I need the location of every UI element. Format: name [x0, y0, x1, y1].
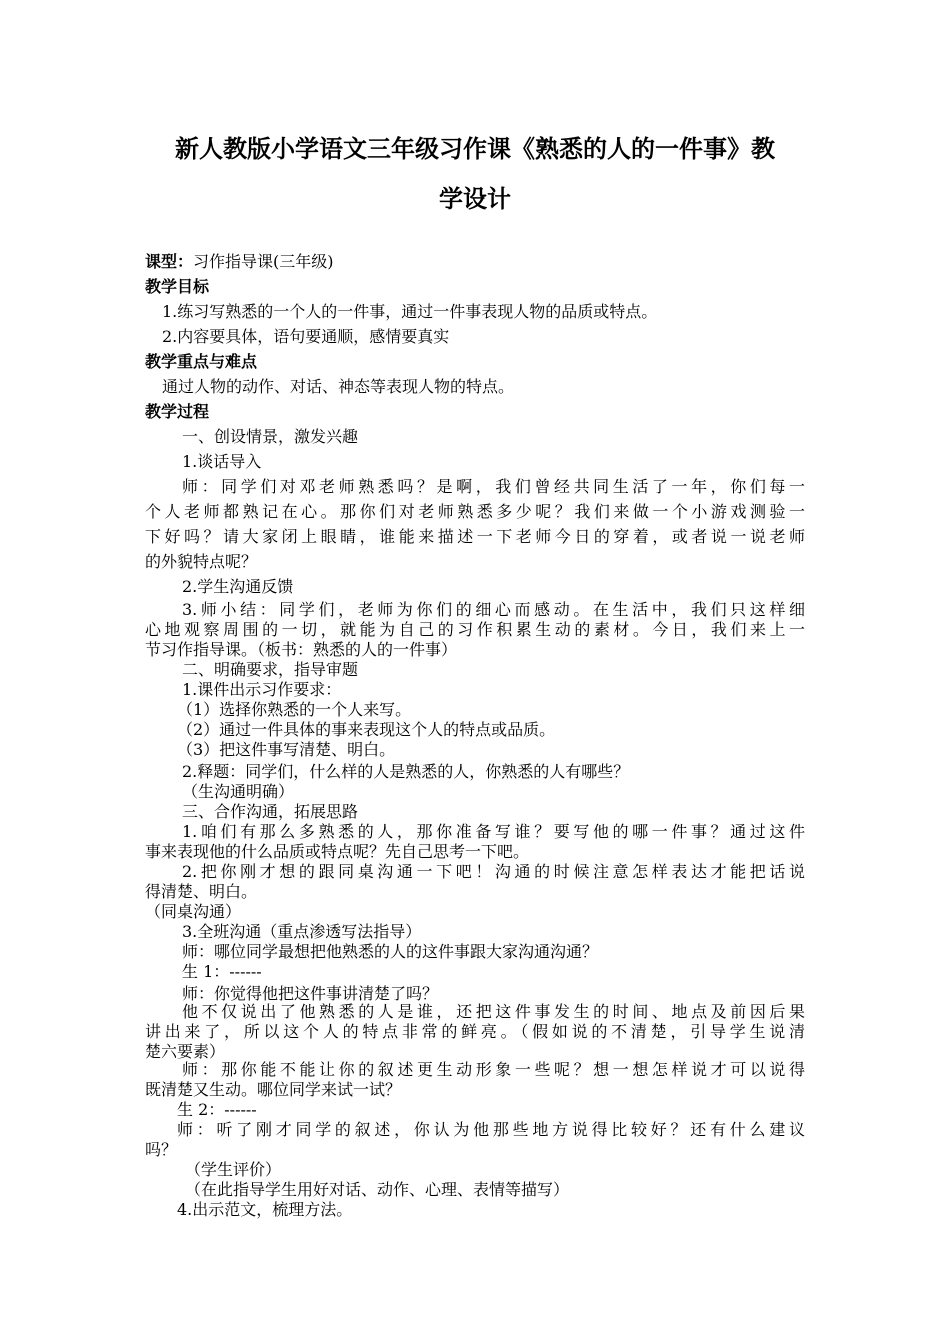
process-line: 师：你觉得他把这件事讲清楚了吗？: [182, 984, 439, 1003]
process-line: 吗？: [145, 1140, 178, 1159]
process-line: 1.咱们有那么多熟悉的人，那你准备写谁？要写他的哪一件事？通过这件: [182, 822, 805, 841]
process-line: 得清楚、明白。: [145, 882, 258, 901]
process-line: 既清楚又生动。哪位同学来试一试？: [145, 1080, 402, 1099]
goal-item: 2.内容要具体，语句要通顺，感情要真实: [162, 327, 450, 346]
process-line: 下好吗？请大家闭上眼睛，谁能来描述一下老师今日的穿着，或者说一说老师: [145, 527, 805, 546]
process-line: 讲出来了，所以这个人的特点非常的鲜亮。（假如说的不清楚，引导学生说清: [145, 1022, 805, 1041]
process-line: （同桌沟通）: [145, 902, 242, 921]
process-line: 个人老师都熟记在心。那你们对老师熟悉多少呢？我们来做一个小游戏测验一: [145, 502, 805, 521]
heading-goals: 教学目标: [145, 277, 210, 296]
process-line: 1.谈话导入: [182, 452, 262, 471]
process-line: 二、明确要求，指导审题: [182, 660, 359, 679]
process-line: 他不仅说出了他熟悉的人是谁，还把这件事发生的时间、地点及前因后果: [182, 1002, 805, 1021]
process-line: （1）选择你熟悉的一个人来写。: [177, 700, 412, 719]
process-line: 三、合作沟通，拓展思路: [182, 802, 359, 821]
heading-process: 教学过程: [145, 402, 210, 421]
goal-item: 1.练习写熟悉的一个人的一件事，通过一件事表现人物的品质或特点。: [162, 302, 658, 321]
process-line: 的外貌特点呢？: [145, 552, 258, 571]
process-line: 师：那你能不能让你的叙述更生动形象一些呢？想一想怎样说才可以说得: [182, 1060, 805, 1079]
lesson-type: [145, 252, 334, 272]
process-line: 楚六要素）: [145, 1042, 226, 1061]
process-line: 生 2：------: [177, 1100, 257, 1119]
process-line: 1.课件出示习作要求：: [182, 680, 342, 699]
process-line: （在此指导学生用好对话、动作、心理、表情等描写）: [185, 1180, 570, 1199]
process-line: 师：听了刚才同学的叙述，你认为他那些地方说得比较好？还有什么建议: [177, 1120, 805, 1139]
key-point-text: 通过人物的动作、对话、神态等表现人物的特点。: [162, 377, 515, 396]
process-line: 节习作指导课。（板书：熟悉的人的一件事）: [145, 640, 458, 659]
process-line: 一、创设情景，激发兴趣: [182, 427, 359, 446]
heading-key-points: 教学重点与难点: [145, 352, 258, 371]
process-line: （2）通过一件具体的事来表现这个人的特点或品质。: [177, 720, 556, 739]
process-line: （学生评价）: [185, 1160, 282, 1179]
process-line: （生沟通明确）: [182, 782, 295, 801]
process-line: 2.把你刚才想的跟同桌沟通一下吧！沟通的时候注意怎样表达才能把话说: [182, 862, 805, 881]
process-line: 3.师小结：同学们，老师为你们的细心而感动。在生活中，我们只这样细: [182, 600, 805, 619]
process-line: 师：同学们对邓老师熟悉吗？是啊，我们曾经共同生活了一年，你们每一: [182, 477, 805, 496]
process-line: 事来表现他的什么品质或特点呢？先自己思考一下吧。: [145, 842, 530, 861]
document-title-line-2: 学设计: [439, 184, 511, 213]
process-line: （3）把这件事写清楚、明白。: [177, 740, 396, 759]
process-line: 师：哪位同学最想把他熟悉的人的这件事跟大家沟通沟通？: [182, 942, 599, 961]
document-title-line-1: 新人教版小学语文三年级习作课《熟悉的人的一件事》教: [175, 134, 775, 163]
process-line: 3.全班沟通（重点渗透写法指导）: [182, 922, 422, 941]
lesson-type-label: 课型：: [145, 252, 194, 271]
lesson-type-value: 习作指导课(三年级): [193, 252, 334, 271]
process-line: 2.释题：同学们，什么样的人是熟悉的人，你熟悉的人有哪些？: [182, 762, 630, 781]
process-line: 2.学生沟通反馈: [182, 577, 294, 596]
process-line: 4.出示范文，梳理方法。: [177, 1200, 353, 1219]
process-line: 生 1：------: [182, 962, 262, 981]
process-line: 心地观察周围的一切，就能为自己的习作积累生动的素材。今日，我们来上一: [145, 620, 805, 639]
